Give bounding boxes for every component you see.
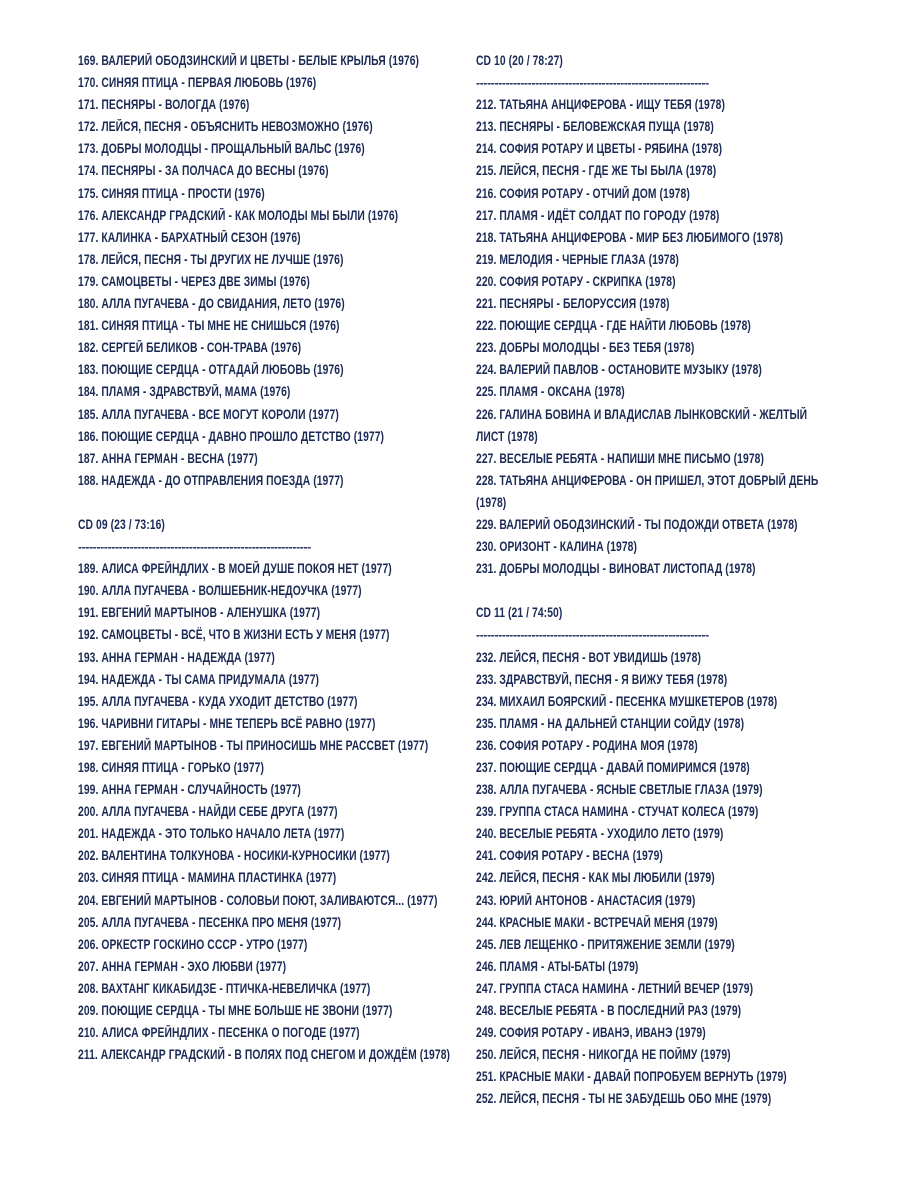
track-item: 197. ЕВГЕНИЙ МАРТЫНОВ - ТЫ ПРИНОСИШЬ МНЕ РАССВЕТ (1977) xyxy=(78,737,429,753)
track-item: 187. АННА ГЕРМАН - ВЕСНА (1977) xyxy=(78,450,258,466)
track-item: 233. ЗДРАВСТВУЙ, ПЕСНЯ - Я ВИЖУ ТЕБЯ (1978) xyxy=(476,671,728,687)
right-column xyxy=(476,50,836,1111)
track-item: 194. НАДЕЖДА - ТЫ САМА ПРИДУМАЛА (1977) xyxy=(78,671,320,687)
track-item: 169. ВАЛЕРИЙ ОБОДЗИНСКИЙ И ЦВЕТЫ - БЕЛЫЕ КРЫЛЬЯ (1976) xyxy=(78,53,420,68)
track-item: 188. НАДЕЖДА - ДО ОТПРАВЛЕНИЯ ПОЕЗДА (1977) xyxy=(78,472,344,488)
track-item: 175. СИНЯЯ ПТИЦА - ПРОСТИ (1976) xyxy=(78,185,265,201)
separator-line: --------------------------------------------------------------- xyxy=(476,76,709,91)
track-list xyxy=(476,647,836,1111)
track-list xyxy=(78,50,450,492)
track-item: 250. ЛЕЙСЯ, ПЕСНЯ - НИКОГДА НЕ ПОЙМУ (1979) xyxy=(476,1047,731,1063)
track-item: 227. ВЕСЕЛЫЕ РЕБЯТА - НАПИШИ МНЕ ПИСЬМО (1978) xyxy=(476,450,764,466)
track-item: 248. ВЕСЕЛЫЕ РЕБЯТА - В ПОСЛЕДНИЙ РАЗ (1979) xyxy=(476,1003,742,1019)
track-item: 245. ЛЕВ ЛЕЩЕНКО - ПРИТЯЖЕНИЕ ЗЕМЛИ (1979) xyxy=(476,936,735,952)
track-item: 195. АЛЛА ПУГАЧЕВА - КУДА УХОДИТ ДЕТСТВО (1977) xyxy=(78,693,358,709)
track-item: 207. АННА ГЕРМАН - ЭХО ЛЮБВИ (1977) xyxy=(78,958,287,974)
track-item: 216. СОФИЯ РОТАРУ - ОТЧИЙ ДОМ (1978) xyxy=(476,185,690,201)
track-item: 208. ВАХТАНГ КИКАБИДЗЕ - ПТИЧКА-НЕВЕЛИЧКА (1977) xyxy=(78,980,371,996)
track-item: 234. МИХАИЛ БОЯРСКИЙ - ПЕСЕНКА МУШКЕТЕРОВ (1978) xyxy=(476,693,778,709)
track-item: 240. ВЕСЕЛЫЕ РЕБЯТА - УХОДИЛО ЛЕТО (1979) xyxy=(476,826,724,842)
track-item: 182. СЕРГЕЙ БЕЛИКОВ - СОН-ТРАВА (1976) xyxy=(78,340,302,356)
track-item: 217. ПЛАМЯ - ИДЁТ СОЛДАТ ПО ГОРОДУ (1978) xyxy=(476,207,720,223)
track-item: 173. ДОБРЫ МОЛОДЦЫ - ПРОЩАЛЬНЫЙ ВАЛЬС (1976) xyxy=(78,141,365,157)
track-item: 226. ГАЛИНА БОВИНА И ВЛАДИСЛАВ ЛЫНКОВСКИЙ - ЖЕЛТЫЙ ЛИСТ (1978) xyxy=(476,406,808,444)
track-item: 198. СИНЯЯ ПТИЦА - ГОРЬКО (1977) xyxy=(78,760,264,775)
track-item: 221. ПЕСНЯРЫ - БЕЛОРУССИЯ (1978) xyxy=(476,296,670,312)
track-list xyxy=(78,558,450,1066)
track-item: 178. ЛЕЙСЯ, ПЕСНЯ - ТЫ ДРУГИХ НЕ ЛУЧШЕ (1976) xyxy=(78,251,344,267)
track-item: 171. ПЕСНЯРЫ - ВОЛОГДА (1976) xyxy=(78,97,250,113)
track-item: 183. ПОЮЩИЕ СЕРДЦА - ОТГАДАЙ ЛЮБОВЬ (1976) xyxy=(78,362,344,378)
track-item: 192. САМОЦВЕТЫ - ВСЁ, ЧТО В ЖИЗНИ ЕСТЬ У МЕНЯ (1977) xyxy=(78,627,390,643)
track-item: 205. АЛЛА ПУГАЧЕВА - ПЕСЕНКА ПРО МЕНЯ (1977) xyxy=(78,914,342,930)
track-item: 172. ЛЕЙСЯ, ПЕСНЯ - ОБЪЯСНИТЬ НЕВОЗМОЖНО (1976) xyxy=(78,119,373,135)
track-item: 204. ЕВГЕНИЙ МАРТЫНОВ - СОЛОВЬИ ПОЮТ, ЗАЛИВАЮТСЯ... (1977) xyxy=(78,892,438,908)
track-item: 222. ПОЮЩИЕ СЕРДЦА - ГДЕ НАЙТИ ЛЮБОВЬ (1978) xyxy=(476,318,751,334)
cd-header: CD 11 (21 / 74:50) xyxy=(476,605,563,621)
cd-header: CD 10 (20 / 78:27) xyxy=(476,53,563,68)
track-item: 199. АННА ГЕРМАН - СЛУЧАЙНОСТЬ (1977) xyxy=(78,782,301,798)
track-item: 237. ПОЮЩИЕ СЕРДЦА - ДАВАЙ ПОМИРИМСЯ (1978) xyxy=(476,760,750,775)
track-item: 206. ОРКЕСТР ГОСКИНО СССР - УТРО (1977) xyxy=(78,936,308,952)
left-column xyxy=(78,50,450,1066)
track-item: 241. СОФИЯ РОТАРУ - ВЕСНА (1979) xyxy=(476,848,663,864)
track-item: 200. АЛЛА ПУГАЧЕВА - НАЙДИ СЕБЕ ДРУГА (1977) xyxy=(78,804,338,820)
track-item: 242. ЛЕЙСЯ, ПЕСНЯ - КАК МЫ ЛЮБИЛИ (1979) xyxy=(476,870,715,886)
cd-header: CD 09 (23 / 73:16) xyxy=(78,516,165,532)
spacer xyxy=(78,492,450,514)
track-item: 231. ДОБРЫ МОЛОДЦЫ - ВИНОВАТ ЛИСТОПАД (1978) xyxy=(476,561,756,577)
track-item: 191. ЕВГЕНИЙ МАРТЫНОВ - АЛЕНУШКА (1977) xyxy=(78,605,321,621)
track-item: 224. ВАЛЕРИЙ ПАВЛОВ - ОСТАНОВИТЕ МУЗЫКУ (1978) xyxy=(476,362,762,378)
track-item: 184. ПЛАМЯ - ЗДРАВСТВУЙ, МАМА (1976) xyxy=(78,384,291,400)
track-item: 244. КРАСНЫЕ МАКИ - ВСТРЕЧАЙ МЕНЯ (1979) xyxy=(476,914,718,930)
spacer xyxy=(476,580,836,602)
track-item: 243. ЮРИЙ АНТОНОВ - АНАСТАСИЯ (1979) xyxy=(476,892,696,908)
track-item: 228. ТАТЬЯНА АНЦИФЕРОВА - ОН ПРИШЕЛ, ЭТОТ ДОБРЫЙ ДЕНЬ (1978) xyxy=(476,472,819,510)
track-item: 185. АЛЛА ПУГАЧЕВА - ВСЕ МОГУТ КОРОЛИ (1977) xyxy=(78,406,339,422)
track-item: 239. ГРУППА СТАСА НАМИНА - СТУЧАТ КОЛЕСА (1979) xyxy=(476,804,759,820)
track-item: 203. СИНЯЯ ПТИЦА - МАМИНА ПЛАСТИНКА (1977) xyxy=(78,870,337,886)
track-item: 181. СИНЯЯ ПТИЦА - ТЫ МНЕ НЕ СНИШЬСЯ (1976) xyxy=(78,318,340,334)
track-item: 174. ПЕСНЯРЫ - ЗА ПОЛЧАСА ДО ВЕСНЫ (1976) xyxy=(78,163,329,179)
track-item: 223. ДОБРЫ МОЛОДЦЫ - БЕЗ ТЕБЯ (1978) xyxy=(476,340,695,356)
track-item: 201. НАДЕЖДА - ЭТО ТОЛЬКО НАЧАЛО ЛЕТА (1977) xyxy=(78,826,345,842)
track-item: 210. АЛИСА ФРЕЙНДЛИХ - ПЕСЕНКА О ПОГОДЕ (1977) xyxy=(78,1025,360,1041)
track-item: 177. КАЛИНКА - БАРХАТНЫЙ СЕЗОН (1976) xyxy=(78,229,301,245)
track-item: 212. ТАТЬЯНА АНЦИФЕРОВА - ИЩУ ТЕБЯ (1978) xyxy=(476,97,726,113)
track-item: 246. ПЛАМЯ - АТЫ-БАТЫ (1979) xyxy=(476,958,639,974)
track-list xyxy=(476,94,836,580)
track-item: 230. ОРИЗОНТ - КАЛИНА (1978) xyxy=(476,539,638,555)
track-item: 225. ПЛАМЯ - ОКСАНА (1978) xyxy=(476,384,625,400)
track-item: 214. СОФИЯ РОТАРУ И ЦВЕТЫ - РЯБИНА (1978) xyxy=(476,141,723,157)
separator-line: --------------------------------------------------------------- xyxy=(78,540,311,555)
track-item: 229. ВАЛЕРИЙ ОБОДЗИНСКИЙ - ТЫ ПОДОЖДИ ОТВЕТА (1978) xyxy=(476,516,798,532)
track-item: 235. ПЛАМЯ - НА ДАЛЬНЕЙ СТАНЦИИ СОЙДУ (1978) xyxy=(476,715,745,731)
track-item: 251. КРАСНЫЕ МАКИ - ДАВАЙ ПОПРОБУЕМ ВЕРНУТЬ (1979) xyxy=(476,1069,787,1085)
track-item: 211. АЛЕКСАНДР ГРАДСКИЙ - В ПОЛЯХ ПОД СНЕГОМ И ДОЖДЁМ (1978) xyxy=(78,1047,451,1063)
track-item: 252. ЛЕЙСЯ, ПЕСНЯ - ТЫ НЕ ЗАБУДЕШЬ ОБО МНЕ (1979) xyxy=(476,1091,772,1107)
track-item: 218. ТАТЬЯНА АНЦИФЕРОВА - МИР БЕЗ ЛЮБИМОГО (1978) xyxy=(476,229,784,245)
track-item: 202. ВАЛЕНТИНА ТОЛКУНОВА - НОСИКИ-КУРНОСИКИ (1977) xyxy=(78,848,390,864)
track-item: 186. ПОЮЩИЕ СЕРДЦА - ДАВНО ПРОШЛО ДЕТСТВО (1977) xyxy=(78,428,385,444)
track-item: 219. МЕЛОДИЯ - ЧЕРНЫЕ ГЛАЗА (1978) xyxy=(476,251,679,267)
track-item: 190. АЛЛА ПУГАЧЕВА - ВОЛШЕБНИК-НЕДОУЧКА (1977) xyxy=(78,583,362,599)
track-item: 189. АЛИСА ФРЕЙНДЛИХ - В МОЕЙ ДУШЕ ПОКОЯ НЕТ (1977) xyxy=(78,561,392,577)
track-item: 238. АЛЛА ПУГАЧЕВА - ЯСНЫЕ СВЕТЛЫЕ ГЛАЗА (1979) xyxy=(476,782,763,798)
track-item: 220. СОФИЯ РОТАРУ - СКРИПКА (1978) xyxy=(476,273,676,289)
track-item: 232. ЛЕЙСЯ, ПЕСНЯ - ВОТ УВИДИШЬ (1978) xyxy=(476,649,701,665)
track-item: 179. САМОЦВЕТЫ - ЧЕРЕЗ ДВЕ ЗИМЫ (1976) xyxy=(78,273,310,289)
track-item: 180. АЛЛА ПУГАЧЕВА - ДО СВИДАНИЯ, ЛЕТО (1976) xyxy=(78,296,345,312)
track-item: 213. ПЕСНЯРЫ - БЕЛОВЕЖСКАЯ ПУЩА (1978) xyxy=(476,119,714,135)
track-item: 236. СОФИЯ РОТАРУ - РОДИНА МОЯ (1978) xyxy=(476,737,698,753)
track-item: 249. СОФИЯ РОТАРУ - ИВАНЭ, ИВАНЭ (1979) xyxy=(476,1025,706,1041)
track-item: 209. ПОЮЩИЕ СЕРДЦА - ТЫ МНЕ БОЛЬШЕ НЕ ЗВОНИ (1977) xyxy=(78,1003,393,1019)
track-item: 170. СИНЯЯ ПТИЦА - ПЕРВАЯ ЛЮБОВЬ (1976) xyxy=(78,75,317,91)
track-item: 196. ЧАРИВНИ ГИТАРЫ - МНЕ ТЕПЕРЬ ВСЁ РАВНО (1977) xyxy=(78,715,376,731)
track-item: 176. АЛЕКСАНДР ГРАДСКИЙ - КАК МОЛОДЫ МЫ БЫЛИ (1976) xyxy=(78,207,399,223)
separator-line: --------------------------------------------------------------- xyxy=(476,628,709,643)
track-item: 215. ЛЕЙСЯ, ПЕСНЯ - ГДЕ ЖЕ ТЫ БЫЛА (1978) xyxy=(476,163,717,179)
track-item: 193. АННА ГЕРМАН - НАДЕЖДА (1977) xyxy=(78,649,275,665)
track-item: 247. ГРУППА СТАСА НАМИНА - ЛЕТНИЙ ВЕЧЕР (1979) xyxy=(476,980,754,996)
